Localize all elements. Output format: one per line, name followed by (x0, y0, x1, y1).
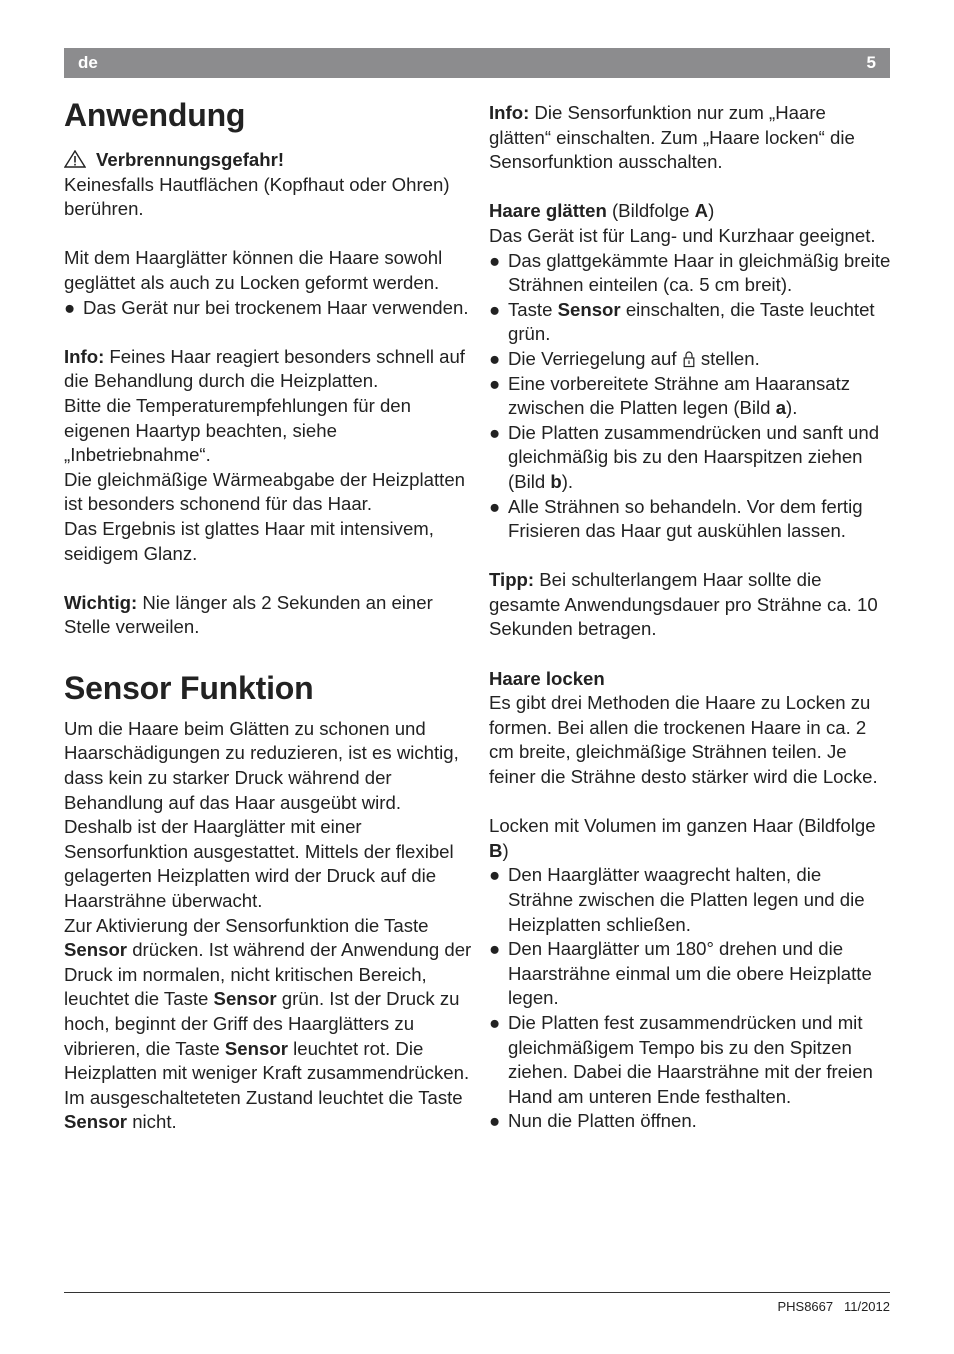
list-item: ● Die Platten fest zusammendrücken und mit gleichmäßigem Tempo bis zu den Spitzen ziehen. Dabei die Haarsträhne mit der freien Hand am unteren Ende festhalten. (489, 1011, 873, 1107)
info-paragraph: Info: Die Sensorfunktion nur zum „Haare glätten“ einschalten. Zum „Haare locken“ die Sensorfunktion ausschalten. (489, 102, 855, 173)
straighten-steps (489, 249, 891, 544)
result-paragraph: Das Ergebnis ist glattes Haar mit intensivem, seidigem Glanz. (64, 517, 434, 564)
straighten-heading: Haare glätten (Bildfolge A) (489, 200, 715, 222)
curl-steps (489, 863, 891, 1134)
warning-triangle-icon (64, 150, 86, 168)
list-item: ● Das Gerät nur bei trockenem Haar verwenden. (64, 296, 469, 318)
temperature-paragraph: Bitte die Temperaturempfehlungen für den eigenen Haartyp beachten, siehe „Inbetriebnahme“. (64, 394, 411, 466)
warning-title: Verbrennungsgefahr! (96, 149, 285, 170)
left-column (64, 96, 474, 1135)
volume-heading: Locken mit Volumen im ganzen Haar (Bildfolge B) (489, 815, 876, 861)
tip-paragraph: Tipp: Bei schulterlangem Haar sollte die gesamte Anwendungsdauer pro Strähne ca. 10 Sekunden betragen. (489, 569, 878, 640)
curl-intro: Es gibt drei Methoden die Haare zu Locken zu formen. Bei allen die trockenen Haare in ca. 2 cm breite, gleichmäßige Strähnen teilen. Je feiner die Strähne desto stärker wird die Locke. (489, 692, 878, 788)
page-number: 5 (866, 53, 876, 72)
edition-date: 11/2012 (843, 1299, 890, 1314)
warning-text: Keinesfalls Hautflächen (Kopfhaut oder Ohren) berühren. (64, 173, 450, 220)
list-item: ● Eine vorbereitete Strähne am Haaransatz zwischen die Platten legen (Bild a). (489, 372, 851, 419)
list-item: ● Den Haarglätter waagrecht halten, die Strähne zwischen die Platten legen und die Heizplatten schließen. (489, 864, 865, 935)
heat-paragraph: Die gleichmäßige Wärmeabgabe der Heizplatten ist besonders schonend für das Haar. (64, 468, 466, 515)
curl-heading: Haare locken (489, 667, 605, 689)
list-item: ● Die Platten zusammendrücken und sanft und gleichmäßig bis zu den Haarspitzen ziehen (Bild b). (489, 421, 880, 492)
warning-heading (64, 148, 474, 173)
list-item: ● Die Verriegelung auf stellen. (489, 347, 760, 369)
list-item: ● Nun die Platten öffnen. (489, 1110, 697, 1132)
list-item: ● Alle Strähnen so behandeln. Vor dem fertig Frisieren das Haar gut auskühlen lassen. (489, 495, 863, 542)
header-bar (64, 48, 890, 78)
model-number: PHS8667 (777, 1299, 834, 1314)
section-title-sensor: Sensor Funktion (64, 669, 314, 706)
right-column (489, 101, 891, 1134)
footer-divider (64, 1292, 890, 1293)
section-title-anwendung: Anwendung (64, 97, 246, 133)
straighten-intro: Das Gerät ist für Lang- und Kurzhaar geeignet. (489, 224, 876, 246)
sensor-paragraph-1: Um die Haare beim Glätten zu schonen und Haarschädigungen zu reduzieren, ist es wichtig, dass kein zu starker Druck während der Behandlung auf das Haar ausgeübt wird. Deshalb ist der Haarglätter mit einer Sensorfunktion ausgestattet. Mittels der flexibel gelagerten Heizplatten wird der Druck auf die Haarsträhne überwacht. (64, 717, 459, 912)
important-paragraph: Wichtig: Nie länger als 2 Sekunden an einer Stelle verweilen. (64, 591, 433, 638)
language-label: de (78, 53, 98, 72)
intro-text: Mit dem Haarglätter können die Haare sowohl geglättet als auch zu Locken geformt werden. (64, 247, 443, 293)
list-item: ● Den Haarglätter um 180° drehen und die Haarsträhne einmal um die obere Heizplatte legen. (489, 938, 872, 1009)
info-paragraph: Info: Feines Haar reagiert besonders schnell auf die Behandlung durch die Heizplatten. (64, 345, 465, 392)
bullet-list (64, 296, 474, 321)
list-item: ● Taste Sensor einschalten, die Taste leuchtet grün. (489, 298, 875, 345)
sensor-paragraph-3: Im ausgeschalteteten Zustand leuchtet die Taste Sensor nicht. (64, 1086, 463, 1133)
lock-icon (683, 350, 695, 368)
list-item: ● Das glattgekämmte Haar in gleichmäßig breite Strähnen einteilen (ca. 5 cm breit). (489, 249, 891, 296)
sensor-paragraph-2: Zur Aktivierung der Sensorfunktion die Taste Sensor drücken. Ist während der Anwendung der Druck im normalen, nicht kritischen Bereich, leuchtet die Taste Sensor grün. Ist der Druck zu hoch, beginnt der Griff des Haarglätters zu vibrieren, die Taste Sensor leuchtet rot. Die Heizplatten mit weniger Kraft zusammendrücken. (64, 914, 472, 1084)
footer-info (777, 1299, 890, 1314)
